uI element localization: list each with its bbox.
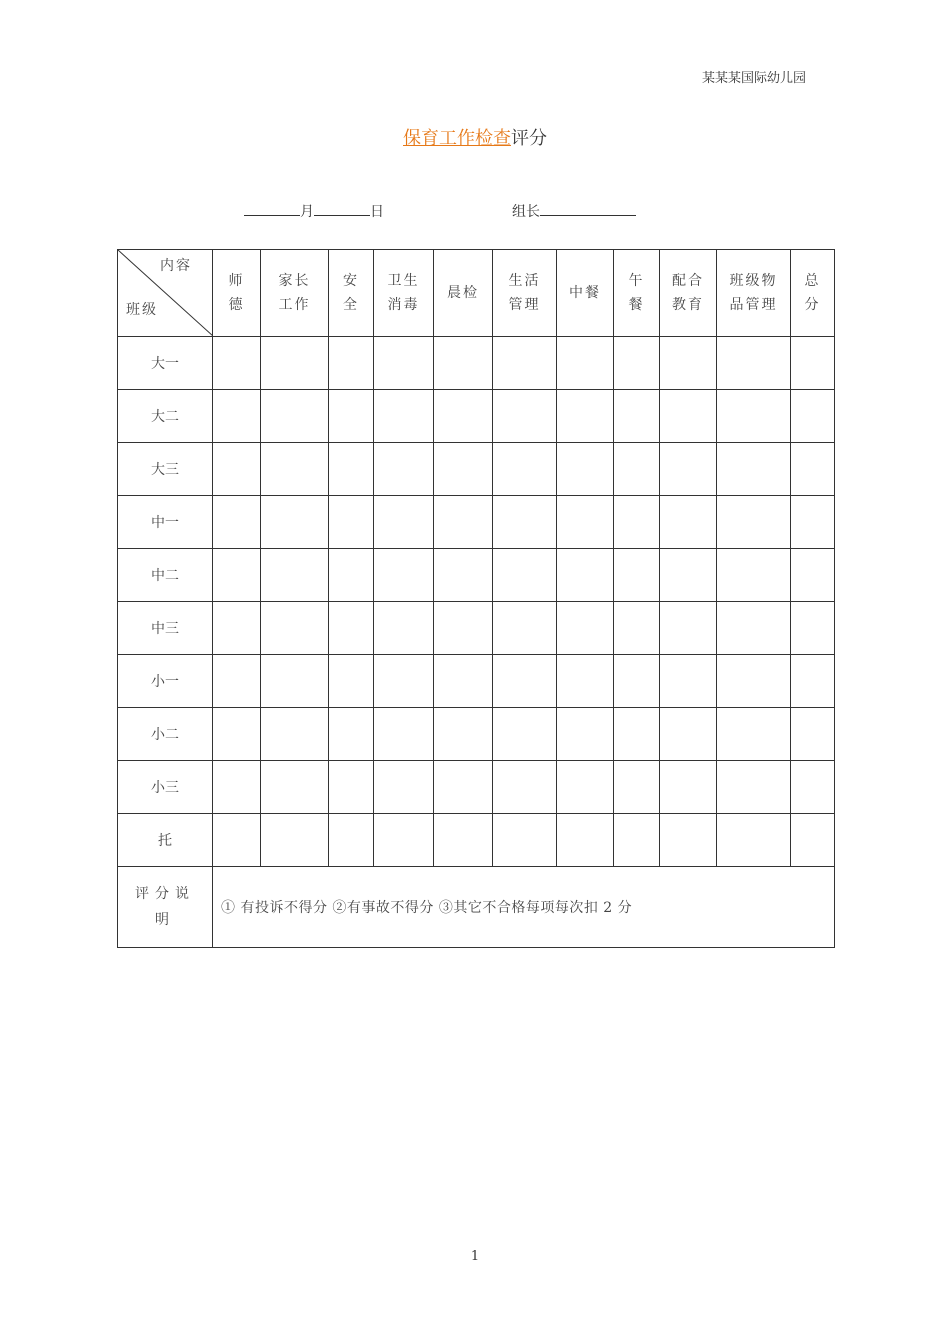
score-cell[interactable]	[213, 390, 261, 443]
score-cell[interactable]	[614, 814, 660, 867]
score-cell[interactable]	[557, 708, 614, 761]
score-cell[interactable]	[614, 443, 660, 496]
date-line	[244, 201, 384, 221]
score-cell[interactable]	[614, 549, 660, 602]
class-name: 大三	[118, 443, 213, 496]
score-cell[interactable]	[261, 390, 329, 443]
title-suffix: 评分	[511, 128, 547, 149]
score-cell[interactable]	[374, 549, 434, 602]
table-row	[118, 814, 835, 867]
table-row	[118, 496, 835, 549]
score-cell[interactable]	[791, 443, 835, 496]
score-cell[interactable]	[660, 443, 717, 496]
score-cell[interactable]	[434, 443, 493, 496]
score-cell[interactable]	[374, 496, 434, 549]
column-header-line: 师	[228, 273, 245, 289]
score-cell[interactable]	[660, 549, 717, 602]
column-header-line: 晨检	[447, 285, 479, 301]
column-header-line: 管理	[508, 297, 541, 313]
column-header	[717, 250, 791, 337]
score-cell[interactable]	[374, 337, 434, 390]
score-cell[interactable]	[614, 761, 660, 814]
score-cell[interactable]	[329, 390, 374, 443]
column-header	[557, 250, 614, 337]
score-cell[interactable]	[717, 549, 791, 602]
score-cell[interactable]	[791, 390, 835, 443]
score-cell[interactable]	[213, 337, 261, 390]
score-cell[interactable]	[374, 708, 434, 761]
column-header-line: 餐	[628, 297, 645, 313]
score-cell[interactable]	[717, 602, 791, 655]
score-cell[interactable]	[614, 496, 660, 549]
column-header	[329, 250, 374, 337]
score-cell[interactable]	[717, 390, 791, 443]
score-cell[interactable]	[261, 814, 329, 867]
score-cell[interactable]	[791, 602, 835, 655]
score-cell[interactable]	[261, 761, 329, 814]
score-cell[interactable]	[614, 708, 660, 761]
score-cell[interactable]	[557, 443, 614, 496]
column-header-line: 中餐	[569, 285, 601, 301]
score-cell[interactable]	[614, 390, 660, 443]
day-blank	[314, 201, 370, 216]
score-cell[interactable]	[660, 496, 717, 549]
column-header	[791, 250, 835, 337]
column-header-line: 午	[628, 273, 645, 289]
table-row	[118, 390, 835, 443]
score-cell[interactable]	[557, 549, 614, 602]
score-cell[interactable]	[493, 761, 557, 814]
score-cell[interactable]	[374, 443, 434, 496]
score-cell[interactable]	[213, 655, 261, 708]
page-title	[0, 124, 950, 150]
score-cell[interactable]	[329, 496, 374, 549]
column-header-line: 安	[343, 273, 359, 289]
column-header-line: 分	[804, 297, 821, 313]
scoring-notes-text: ① 有投诉不得分 ②有事故不得分 ③其它不合格每项每次扣 2 分	[213, 867, 835, 948]
column-header	[493, 250, 557, 337]
score-cell[interactable]	[660, 655, 717, 708]
score-cell[interactable]	[791, 761, 835, 814]
score-cell[interactable]	[434, 655, 493, 708]
month-label: 月	[300, 204, 314, 220]
score-cell[interactable]	[213, 496, 261, 549]
score-cell[interactable]	[261, 496, 329, 549]
score-cell[interactable]	[493, 602, 557, 655]
column-header	[374, 250, 434, 337]
score-cell[interactable]	[493, 390, 557, 443]
score-cell[interactable]	[434, 496, 493, 549]
score-cell[interactable]	[261, 602, 329, 655]
class-name: 小一	[118, 655, 213, 708]
score-cell[interactable]	[213, 814, 261, 867]
column-header	[660, 250, 717, 337]
score-cell[interactable]	[329, 761, 374, 814]
score-cell[interactable]	[791, 655, 835, 708]
score-cell[interactable]	[660, 708, 717, 761]
leader-line	[512, 201, 636, 221]
column-header-line: 教育	[672, 297, 704, 313]
score-cell[interactable]	[434, 761, 493, 814]
score-cell[interactable]	[717, 496, 791, 549]
score-cell[interactable]	[374, 814, 434, 867]
organization-name: 某某某国际幼儿园	[701, 71, 806, 86]
score-cell[interactable]	[434, 549, 493, 602]
score-cell[interactable]	[261, 337, 329, 390]
corner-class-label: 班级	[126, 302, 158, 318]
score-cell[interactable]	[557, 337, 614, 390]
class-name: 小二	[118, 708, 213, 761]
corner-cell	[118, 250, 213, 337]
score-cell[interactable]	[493, 814, 557, 867]
column-header-line: 家长	[278, 273, 311, 289]
header-row	[118, 250, 835, 337]
score-cell[interactable]	[791, 814, 835, 867]
score-cell[interactable]	[557, 761, 614, 814]
score-cell[interactable]	[717, 708, 791, 761]
score-cell[interactable]	[557, 496, 614, 549]
class-name: 中三	[118, 602, 213, 655]
score-cell[interactable]	[374, 761, 434, 814]
class-name: 中一	[118, 496, 213, 549]
score-cell[interactable]	[614, 602, 660, 655]
column-header	[614, 250, 660, 337]
score-cell[interactable]	[434, 814, 493, 867]
table-row	[118, 708, 835, 761]
class-name: 小三	[118, 761, 213, 814]
score-cell[interactable]	[434, 602, 493, 655]
score-cell[interactable]	[374, 390, 434, 443]
table-row	[118, 337, 835, 390]
page-number: 1	[470, 1249, 480, 1264]
day-label: 日	[370, 204, 384, 220]
score-cell[interactable]	[717, 337, 791, 390]
score-cell[interactable]	[557, 655, 614, 708]
score-cell[interactable]	[213, 708, 261, 761]
column-header-line: 生活	[508, 273, 541, 289]
class-name: 托	[118, 814, 213, 867]
table-row	[118, 655, 835, 708]
class-name: 大二	[118, 390, 213, 443]
score-cell[interactable]	[213, 602, 261, 655]
score-cell[interactable]	[213, 761, 261, 814]
column-header-line: 班级物	[729, 273, 778, 289]
score-cell[interactable]	[374, 602, 434, 655]
column-header	[434, 250, 493, 337]
class-name: 大一	[118, 337, 213, 390]
table-row	[118, 602, 835, 655]
score-cell[interactable]	[493, 443, 557, 496]
score-cell[interactable]	[791, 337, 835, 390]
score-cell[interactable]	[557, 390, 614, 443]
score-cell[interactable]	[434, 390, 493, 443]
score-cell[interactable]	[329, 708, 374, 761]
column-header-line: 品管理	[729, 297, 778, 313]
title-link[interactable]: 保育工作检查	[403, 128, 511, 149]
score-cell[interactable]	[660, 761, 717, 814]
column-header-line: 总	[804, 273, 821, 289]
score-cell[interactable]	[434, 708, 493, 761]
scoring-notes-label: 评分说明	[118, 867, 213, 948]
score-cell[interactable]	[261, 708, 329, 761]
column-header	[213, 250, 261, 337]
column-header-line: 卫生	[387, 273, 420, 289]
score-table	[117, 249, 835, 948]
table-row	[118, 549, 835, 602]
corner-content-label: 内容	[160, 258, 192, 274]
score-cell[interactable]	[660, 814, 717, 867]
column-header-line: 德	[228, 297, 245, 313]
score-cell[interactable]	[329, 814, 374, 867]
score-cell[interactable]	[434, 337, 493, 390]
column-header-line: 配合	[672, 273, 704, 289]
column-header-line: 全	[343, 297, 359, 313]
score-cell[interactable]	[329, 549, 374, 602]
score-cell[interactable]	[717, 761, 791, 814]
score-cell[interactable]	[717, 655, 791, 708]
score-cell[interactable]	[717, 443, 791, 496]
score-cell[interactable]	[791, 549, 835, 602]
score-cell[interactable]	[213, 443, 261, 496]
score-cell[interactable]	[660, 602, 717, 655]
table-row	[118, 761, 835, 814]
score-cell[interactable]	[261, 443, 329, 496]
score-cell[interactable]	[791, 708, 835, 761]
score-cell[interactable]	[493, 337, 557, 390]
score-cell[interactable]	[493, 655, 557, 708]
score-cell[interactable]	[614, 337, 660, 390]
month-blank	[244, 201, 300, 216]
scoring-notes-row	[118, 867, 835, 948]
column-header	[261, 250, 329, 337]
score-cell[interactable]	[660, 337, 717, 390]
column-header-line: 工作	[278, 297, 311, 313]
score-cell[interactable]	[329, 655, 374, 708]
score-cell[interactable]	[329, 337, 374, 390]
score-cell[interactable]	[213, 549, 261, 602]
leader-label: 组长	[512, 204, 540, 220]
score-cell[interactable]	[261, 655, 329, 708]
score-cell[interactable]	[261, 549, 329, 602]
score-cell[interactable]	[557, 814, 614, 867]
score-cell[interactable]	[791, 496, 835, 549]
score-cell[interactable]	[493, 496, 557, 549]
score-cell[interactable]	[374, 655, 434, 708]
class-name: 中二	[118, 549, 213, 602]
score-cell[interactable]	[329, 443, 374, 496]
column-header-line: 消毒	[387, 297, 420, 313]
table-row	[118, 443, 835, 496]
score-cell[interactable]	[557, 602, 614, 655]
score-cell[interactable]	[660, 390, 717, 443]
score-cell[interactable]	[493, 549, 557, 602]
leader-blank	[540, 201, 636, 216]
score-cell[interactable]	[493, 708, 557, 761]
score-cell[interactable]	[329, 602, 374, 655]
score-cell[interactable]	[717, 814, 791, 867]
score-cell[interactable]	[614, 655, 660, 708]
